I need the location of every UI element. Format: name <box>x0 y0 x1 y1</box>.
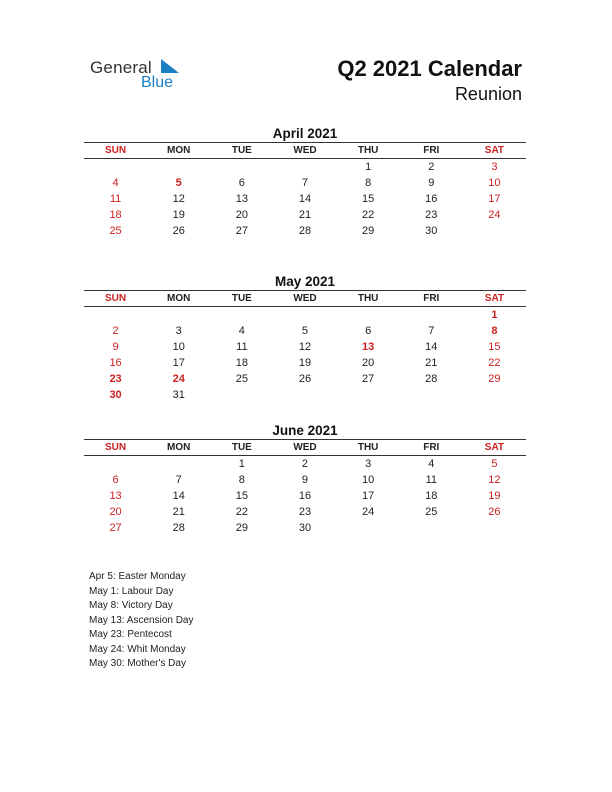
empty-day-cell <box>147 456 210 472</box>
day-cell: 18 <box>109 209 122 221</box>
day-cell: 7 <box>301 177 309 189</box>
day-cell: 4 <box>238 325 245 337</box>
empty-day-cell <box>84 307 147 323</box>
day-cell: 13 <box>235 193 248 205</box>
day-cell: 6 <box>238 177 245 189</box>
empty-day-cell <box>273 159 336 175</box>
day-cell: 5 <box>301 325 309 337</box>
day-cell: 15 <box>362 193 375 205</box>
day-cell: 2 <box>301 458 309 470</box>
weekday-thu: THU <box>357 293 379 304</box>
day-cell: 24 <box>172 373 185 385</box>
day-cell: 2 <box>428 161 435 173</box>
weekday-wed: WED <box>293 442 317 453</box>
empty-day-cell <box>337 387 400 403</box>
holiday-item: May 13: Ascension Day <box>89 614 194 626</box>
day-cell: 6 <box>365 325 372 337</box>
day-cell: 18 <box>425 490 438 502</box>
day-cell: 23 <box>109 373 122 385</box>
day-cell: 16 <box>298 490 312 502</box>
weekday-sat: SAT <box>484 293 505 304</box>
month-april <box>84 126 526 239</box>
weekday-fri: FRI <box>423 442 440 453</box>
day-cell: 8 <box>491 325 498 337</box>
day-cell: 10 <box>362 474 375 486</box>
weekday-tue: TUE <box>231 293 252 304</box>
day-grid <box>84 456 526 536</box>
day-cell: 23 <box>298 506 312 518</box>
day-cell: 26 <box>298 373 312 385</box>
day-cell: 30 <box>425 225 438 237</box>
day-cell: 23 <box>425 209 438 221</box>
month-title: May 2021 <box>274 274 336 289</box>
weekday-sat: SAT <box>484 145 505 156</box>
holiday-item: Apr 5: Easter Monday <box>89 571 186 582</box>
day-cell: 12 <box>488 474 501 486</box>
empty-day-cell <box>84 159 147 175</box>
day-cell: 12 <box>172 193 185 205</box>
day-cell: 17 <box>172 357 185 369</box>
day-cell: 21 <box>425 357 438 369</box>
day-cell: 7 <box>175 474 182 486</box>
day-cell: 4 <box>428 458 435 470</box>
empty-day-cell <box>147 159 210 175</box>
weekday-wed: WED <box>293 293 317 304</box>
weekday-thu: THU <box>357 145 379 156</box>
weekday-tue: TUE <box>231 145 252 156</box>
day-cell: 11 <box>236 341 248 353</box>
weekday-mon: MON <box>167 145 191 156</box>
day-cell: 22 <box>235 506 248 518</box>
empty-day-cell <box>400 387 463 403</box>
month-june <box>84 423 526 536</box>
day-cell: 19 <box>172 209 185 221</box>
weekday-sun: SUN <box>105 145 127 156</box>
day-cell: 14 <box>172 490 185 502</box>
month-title: April 2021 <box>272 126 338 141</box>
empty-day-cell <box>210 159 273 175</box>
empty-day-cell <box>337 520 400 536</box>
weekday-header <box>84 290 526 307</box>
day-cell: 29 <box>362 225 375 237</box>
day-cell: 21 <box>172 506 185 518</box>
empty-day-cell <box>463 520 526 536</box>
day-cell: 12 <box>298 341 312 353</box>
day-cell: 27 <box>235 225 248 237</box>
day-cell: 3 <box>491 161 498 173</box>
page-title: Q2 2021 Calendar <box>337 56 522 81</box>
month-title: June 2021 <box>272 423 338 438</box>
day-cell: 15 <box>235 490 248 502</box>
day-cell: 1 <box>365 161 372 173</box>
holiday-item: May 23: Pentecost <box>89 629 172 640</box>
day-cell: 19 <box>298 357 312 369</box>
empty-day-cell <box>463 387 526 403</box>
weekday-header <box>84 142 526 159</box>
day-cell: 8 <box>238 474 245 486</box>
empty-day-cell <box>400 307 463 323</box>
page-subtitle: Reunion <box>454 84 522 104</box>
day-cell: 3 <box>365 458 372 470</box>
logo-text-general: General <box>90 58 152 77</box>
day-cell: 14 <box>425 341 438 353</box>
day-cell: 22 <box>488 357 501 369</box>
day-cell: 28 <box>425 373 438 385</box>
day-cell: 25 <box>425 506 438 518</box>
empty-day-cell <box>337 307 400 323</box>
empty-day-cell <box>210 387 273 403</box>
day-cell: 11 <box>425 474 437 486</box>
day-cell: 20 <box>235 209 248 221</box>
empty-day-cell <box>400 520 463 536</box>
empty-day-cell <box>147 307 210 323</box>
holiday-list <box>89 570 194 672</box>
day-cell: 18 <box>235 357 248 369</box>
weekday-thu: THU <box>357 442 379 453</box>
day-grid <box>84 307 526 403</box>
day-cell: 24 <box>488 209 501 221</box>
day-cell: 9 <box>301 474 309 486</box>
empty-day-cell <box>84 456 147 472</box>
month-may <box>84 274 526 403</box>
day-cell: 25 <box>109 225 122 237</box>
day-cell: 16 <box>109 357 122 369</box>
day-cell: 13 <box>109 490 122 502</box>
day-cell: 28 <box>298 225 312 237</box>
day-cell: 27 <box>362 373 375 385</box>
day-cell: 21 <box>298 209 312 221</box>
weekday-fri: FRI <box>423 145 440 156</box>
logo-triangle-icon <box>161 59 179 73</box>
day-cell: 9 <box>428 177 435 189</box>
day-cell: 5 <box>491 458 498 470</box>
day-cell: 3 <box>175 325 182 337</box>
weekday-sat: SAT <box>484 442 505 453</box>
day-cell: 9 <box>112 341 119 353</box>
holiday-item: May 8: Victory Day <box>89 600 173 611</box>
day-cell: 20 <box>109 506 122 518</box>
day-cell: 8 <box>365 177 372 189</box>
weekday-fri: FRI <box>423 293 440 304</box>
empty-day-cell <box>463 223 526 239</box>
day-cell: 20 <box>362 357 375 369</box>
brand-logo <box>90 56 200 96</box>
day-cell: 19 <box>488 490 501 502</box>
holiday-item: May 1: Labour Day <box>89 585 174 597</box>
day-cell: 17 <box>362 490 375 502</box>
day-cell: 27 <box>109 522 122 534</box>
day-cell: 31 <box>172 389 185 401</box>
logo-text-blue: Blue <box>141 74 174 91</box>
holiday-item: May 24: Whit Monday <box>89 643 186 655</box>
day-cell: 29 <box>235 522 248 534</box>
day-cell: 28 <box>172 522 185 534</box>
day-cell: 22 <box>362 209 375 221</box>
day-cell: 10 <box>172 341 185 353</box>
day-cell: 14 <box>298 193 312 205</box>
weekday-sun: SUN <box>105 442 127 453</box>
day-cell: 1 <box>238 458 245 470</box>
day-cell: 17 <box>488 193 501 205</box>
day-cell: 10 <box>488 177 501 189</box>
day-cell: 4 <box>112 177 119 189</box>
day-cell: 11 <box>109 193 122 205</box>
day-cell: 24 <box>362 506 375 518</box>
day-cell: 1 <box>491 309 498 321</box>
holiday-item: May 30: Mother's Day <box>89 658 186 669</box>
weekday-mon: MON <box>167 442 191 453</box>
weekday-header <box>84 439 526 456</box>
weekday-mon: MON <box>167 293 191 304</box>
empty-day-cell <box>273 387 336 403</box>
day-cell: 26 <box>488 506 501 518</box>
day-grid <box>84 159 526 239</box>
empty-day-cell <box>273 307 336 323</box>
day-cell: 30 <box>109 389 122 401</box>
day-cell: 26 <box>172 225 185 237</box>
day-cell: 30 <box>298 522 312 534</box>
day-cell: 13 <box>362 341 375 353</box>
day-cell: 7 <box>428 325 435 337</box>
day-cell: 29 <box>488 373 501 385</box>
weekday-sun: SUN <box>105 293 127 304</box>
day-cell: 5 <box>175 177 182 189</box>
day-cell: 16 <box>425 193 438 205</box>
weekday-wed: WED <box>293 145 317 156</box>
day-cell: 6 <box>112 474 119 486</box>
empty-day-cell <box>210 307 273 323</box>
weekday-tue: TUE <box>231 442 252 453</box>
day-cell: 15 <box>488 341 501 353</box>
day-cell: 25 <box>235 373 248 385</box>
day-cell: 2 <box>112 325 119 337</box>
